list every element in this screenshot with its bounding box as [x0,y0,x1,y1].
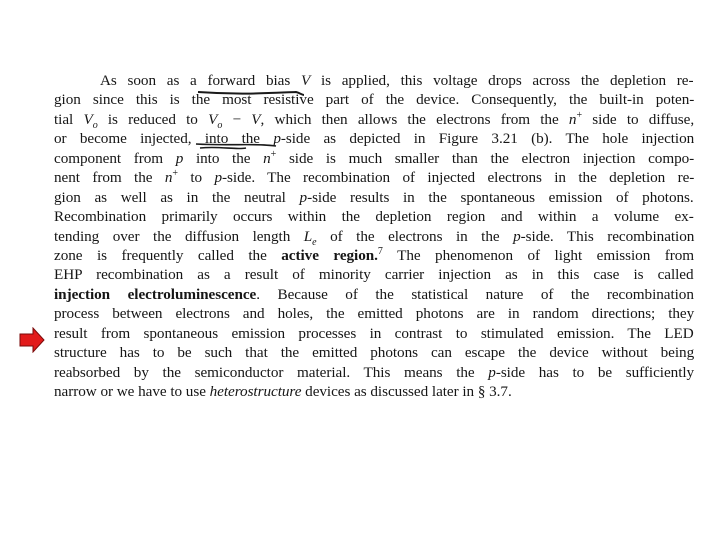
text-run: p [488,363,496,381]
text-run: As soon as a forward bias [100,72,301,89]
text-run: + [270,148,277,160]
text-run: result from spontaneous emission processes in contrast to stimulated emission. The LED [54,324,694,342]
text-run: o [217,119,223,131]
text-run: V [251,110,261,128]
text-run: side to diffuse, [582,110,695,128]
text-run: + [576,109,583,121]
text-run: -side results in the spontaneous emission of photons. [307,188,694,206]
text-run: V [83,110,93,128]
text-run: side is much smaller than the electron injection compo- [276,149,695,167]
text-run: + [172,168,178,180]
text-run: component from [54,149,176,167]
text-run: narrow or we have to use [54,383,210,400]
text-run: zone is frequently called the [54,246,282,264]
text-run: n [263,149,271,167]
text-run: EHP recombination as a result of minority carrier injection as in this case is called [54,266,694,284]
text-run: 7 [377,245,383,257]
text-run: -side has to be sufficiently [495,363,695,381]
text-run: n [164,169,173,187]
text-run: active region. [281,246,378,264]
text-run: heterostructure [209,383,302,400]
text-run: of the electrons in the [316,227,514,245]
text-run: p [299,188,308,206]
text-run: is applied, this voltage drops across the depletion re- [310,72,694,89]
text-run: gion since this is the most resistive part of the device. Consequently, the built-in poten- [54,91,695,109]
text-run: L [303,227,313,245]
text-run: is reduced to [97,110,209,128]
text-run: p [175,149,184,167]
text-run: o [92,119,98,131]
text-run: devices as discussed later in § 3.7. [301,383,512,400]
text-run: injection electroluminescence [54,285,257,303]
text-run: -side. The recombination of injected electrons in the depletion re- [222,169,695,187]
text-run: , which then allows the electrons from the [260,110,569,128]
text-run: n [568,110,577,128]
text-run: gion as well as in the neutral [54,188,300,206]
text-run: p [214,169,223,187]
text-run: p [273,130,281,148]
text-run: e [312,236,317,248]
text-run: to [178,169,215,187]
text-run: V [300,72,311,89]
text-run: tial [54,110,84,128]
text-run: V [208,110,218,128]
underline-built-in-potential [196,144,276,146]
underline-injected [200,147,246,148]
text-run: tending over the diffusion length [54,227,304,245]
text-run: p [513,227,521,245]
text-run: − [222,110,252,128]
underline-forward-bias [198,92,304,95]
text-run: reabsorbed by the semiconductor material. This means the [54,363,489,381]
text-run: -side. This recombination [520,227,695,245]
text-run: Recombination primarily occurs within the depletion region and within a volume ex- [54,208,694,226]
text-run: or become injected, into the [54,130,274,148]
text-run: structure has to be such that the emitted photons can escape the device without being [54,344,695,362]
text-run: . Because of the statistical nature of the recombination [256,285,694,303]
text-run: -side as depicted in Figure 3.21 (b). The hole injection [280,130,695,148]
right-arrow-icon [19,327,45,353]
text-run: process between electrons and holes, the emitted photons are in random directions; they [54,305,695,323]
text-run: nent from the [54,169,165,187]
text-run: The phenomenon of light emission from [382,246,695,264]
text-run: into the [183,149,264,167]
